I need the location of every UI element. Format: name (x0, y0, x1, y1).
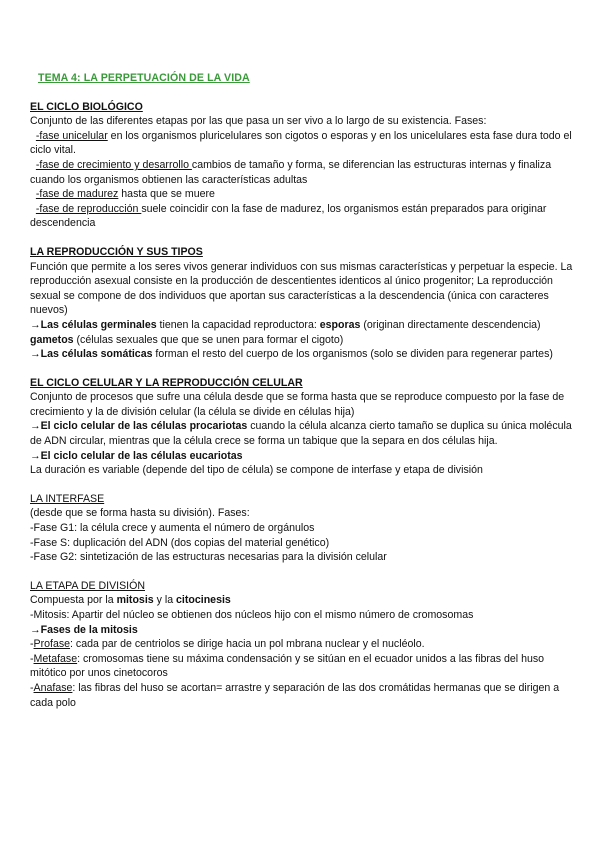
arrow-icon: → (30, 318, 41, 331)
fase-unicelular-label: -fase unicelular (35, 129, 108, 142)
fase-madurez-text: hasta que se muere (118, 188, 215, 201)
arrow-icon: → (30, 449, 41, 462)
interfase-intro: (desde que se forma hasta su división). Fases: (30, 507, 250, 520)
fase-g2: -Fase G2: sintetización de las estructuras necesarias para la división celular (30, 551, 387, 564)
metafase-label: Metafase (33, 652, 78, 665)
profase-label: Profase (33, 638, 71, 651)
anafase-text: : las fibras del huso se acortan= arrastre y separación de las dos cromátidas hermanas que se dirigen a cada polo (30, 681, 560, 709)
fase-unicelular (30, 129, 575, 158)
mitosis-term: mitosis (116, 594, 154, 607)
eucariotas-heading (30, 449, 575, 464)
esporas-term: esporas (319, 318, 361, 331)
mitosis-line: -Mitosis: Apartir del núcleo se obtienen dos núcleos hijo con el mismo número de cromosomas (30, 609, 474, 621)
reproduccion-paragraph: Función que permite a los seres vivos generar individuos con sus mismas características y perpetuar la especie. La reproducción asexual consiste en la producción de descentientes identicos al único progenitor; La reproducción sexual se compone de dos individuos que aportan sus características a la descendencia (única con caracteres nuevos) (30, 260, 573, 317)
fase-crecimiento-text: cambios de tamaño y forma, se diferencian las estructuras internas y finaliza cuando los organismos obtienen las características adultas (30, 158, 552, 186)
anafase-label: Anafase (33, 681, 73, 694)
heading-etapa-division: LA ETAPA DE DIVISIÓN (30, 579, 145, 592)
fase-crecimiento (30, 158, 575, 187)
metafase-dash: - (30, 652, 34, 665)
heading-interfase: LA INTERFASE (30, 492, 105, 505)
fase-reproduccion (30, 202, 575, 231)
anafase-dash: - (30, 681, 34, 694)
somaticas-text: forman el resto del cuerpo de los organismos (solo se dividen para regenerar partes) (152, 348, 553, 361)
eucariotas-text: La duración es variable (depende del tipo de célula) se compone de interfase y etapa de división (30, 464, 483, 477)
anafase (30, 681, 575, 710)
fase-reproduccion-text: suele coincidir con la fase de madurez, los organismos están preparados para originar descendencia (30, 202, 547, 230)
arrow-icon: → (30, 348, 41, 361)
fase-crecimiento-label: -fase de crecimiento y desarrollo (35, 158, 192, 171)
procariotas (30, 419, 575, 448)
composicion-mid: y la (153, 594, 177, 607)
fase-madurez-label: -fase de madurez (35, 188, 119, 201)
germinales-label: Las células germinales (40, 318, 157, 331)
heading-reproduccion-tipos: LA REPRODUCCIÓN Y SUS TIPOS (30, 245, 203, 258)
fases-mitosis-label: Fases de la mitosis (40, 623, 138, 636)
fase-s: -Fase S: duplicación del ADN (dos copias del material genético) (30, 536, 330, 549)
ciclo-biologico-intro: Conjunto de las diferentes etapas por las que pasa un ser vivo a lo largo de su existencia. Fases: (30, 115, 487, 128)
arrow-icon: → (30, 623, 41, 636)
gametos-text: (células sexuales que que se unen para formar el cigoto) (73, 333, 344, 346)
profase-text: : cada par de centriolos se dirige hacia un pol mbrana nuclear y el nucléolo. (70, 638, 425, 651)
page-title: TEMA 4: LA PERPETUACIÓN DE LA VIDA (38, 72, 250, 84)
etapa-composicion (30, 593, 575, 608)
heading-ciclo-celular: EL CICLO CELULAR Y LA REPRODUCCIÓN CELULAR (30, 376, 303, 389)
composicion-pre: Compuesta por la (30, 594, 117, 607)
fase-reproduccion-label: -fase de reproducción (35, 202, 142, 215)
esporas-text: (originan directamente descendencia) (360, 318, 541, 331)
somaticas-label: Las células somáticas (40, 348, 153, 361)
germinales-text: tienen la capacidad reproductora: (156, 318, 320, 331)
celulas-germinales (30, 318, 575, 347)
celulas-somaticas (30, 347, 575, 362)
document-body (30, 71, 575, 710)
ciclo-celular-paragraph: Conjunto de procesos que sufre una célula desde que se forma hasta que se reproduce compuesto por la fase de crecimiento y la de división celular (la célula se divide en células hija) (30, 391, 565, 418)
fase-madurez (30, 187, 575, 202)
fase-g1: -Fase G1: la célula crece y aumenta el número de orgánulos (30, 522, 315, 535)
profase (30, 637, 575, 652)
gametos-term: gametos (30, 333, 74, 346)
procariotas-label: El ciclo celular de las células procariotas (40, 420, 248, 433)
eucariotas-label: El ciclo celular de las células eucariotas (40, 449, 243, 462)
arrow-icon: → (30, 420, 41, 433)
metafase-text: : cromosomas tiene su máxima condensación y se sitúan en el ecuador unidos a las fibras del huso mitótico por unos cinetocoros (30, 652, 545, 680)
fase-unicelular-text: en los organismos pluricelulares son cigotos o esporas y en los unicelulares esta fase dura todo el ciclo vital. (30, 129, 572, 157)
procariotas-text: cuando la célula alcanza cierto tamaño se duplica su única molécula de ADN circular, mientras que la célula crece se forma un tabique que la separa en dos células hija. (30, 420, 572, 448)
fases-mitosis-heading (30, 623, 575, 638)
heading-ciclo-biologico: EL CICLO BIOLÓGICO (30, 100, 143, 113)
citocinesis-term: citocinesis (176, 594, 231, 607)
metafase (30, 652, 575, 681)
profase-dash: - (30, 638, 34, 651)
